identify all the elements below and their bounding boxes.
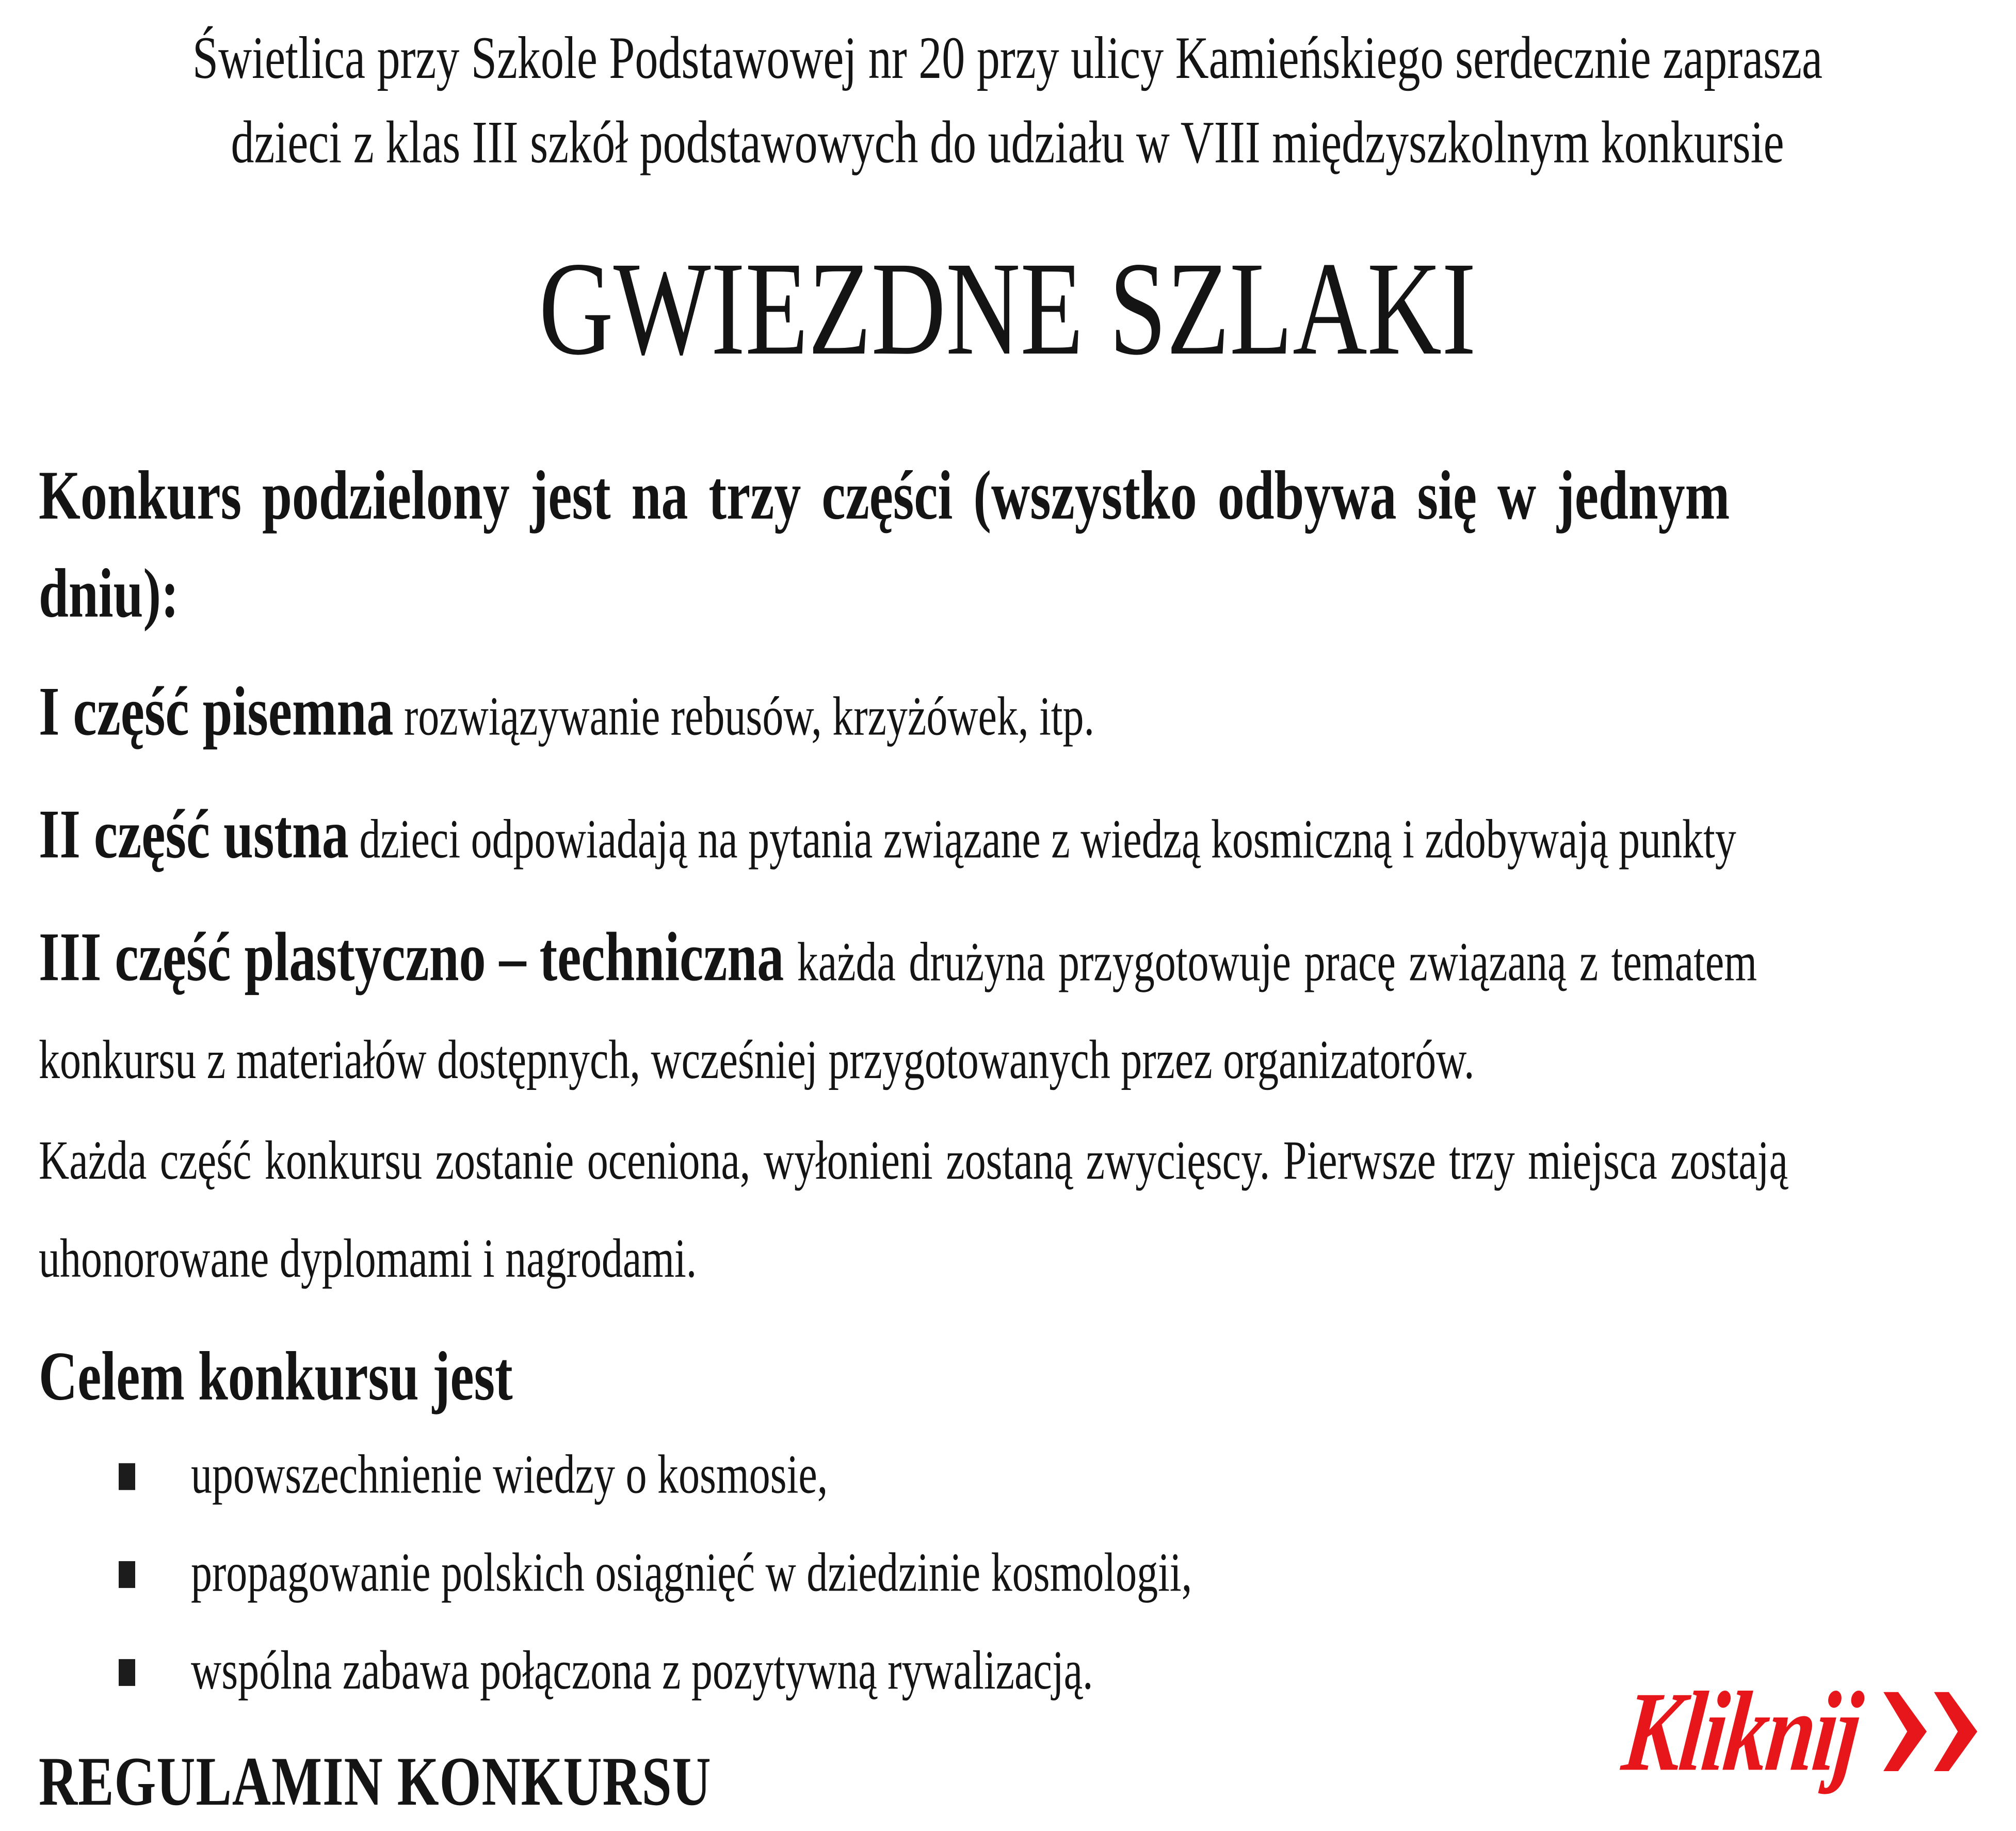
goal-item-text: upowszechnienie wiedzy o kosmosie, — [191, 1443, 828, 1505]
intro-line-1 — [39, 16, 1976, 101]
chevron-right-icon — [1934, 1692, 1977, 1771]
division-line-2: dniu): — [39, 555, 179, 632]
part-3-paragraph — [39, 908, 1976, 1109]
goal-item-text: wspólna zabawa połączona z pozytywną rywalizacją. — [191, 1640, 1093, 1701]
goal-item-text: propagowanie polskich osiągnięć w dziedzinie kosmologii, — [191, 1541, 1192, 1603]
square-bullet-icon — [119, 1463, 135, 1490]
part-2-paragraph — [39, 785, 1976, 888]
summary-paragraph — [39, 1112, 1976, 1308]
summary-line-2: uhonorowane dyplomami i nagrodami. — [39, 1228, 697, 1289]
part-2-text: dzieci odpowiadają na pytania związane z wiedzą kosmiczną i zdobywają punkty — [348, 808, 1736, 870]
part-1-heading: I część pisemna — [39, 672, 394, 750]
regulations-link[interactable]: REGULAMIN KONKURSU — [39, 1743, 712, 1820]
goal-item — [39, 1426, 1976, 1524]
part-3-text-line-1: każda drużyna przygotowuje pracę związaną z tematem — [784, 931, 1757, 992]
part-3-text-line-2: konkursu z materiałów dostępnych, wcześniej przygotowanych przez organizatorów. — [39, 1029, 1475, 1090]
goal-item — [39, 1523, 1976, 1621]
part-2-heading: II część ustna — [39, 795, 349, 873]
part-1-paragraph — [39, 663, 1976, 765]
intro-line-2-text: dzieci z klas III szkół podstawowych do udziału w VIII międzyszkolnym konkursie — [231, 109, 1784, 176]
page-title: GWIEZDNE SZLAKI — [539, 234, 1476, 383]
goals-heading: Celem konkursu jest — [39, 1338, 513, 1415]
division-paragraph — [39, 447, 1976, 643]
division-line-1: Konkurs podzielony jest na trzy części (wszystko odbywa się w jednym — [39, 457, 1730, 534]
square-bullet-icon — [119, 1561, 135, 1588]
square-bullet-icon — [119, 1659, 135, 1686]
part-1-text: rozwiązywanie rebusów, krzyżówek, itp. — [393, 685, 1095, 747]
part-3-heading: III część plastyczno – techniczna — [39, 918, 784, 996]
chevron-right-icon — [1883, 1692, 1927, 1771]
summary-line-1: Każda część konkursu zostanie oceniona, wyłonieni zostaną zwycięscy. Pierwsze trzy miejsca zostają — [39, 1130, 1788, 1191]
intro-line-2 — [39, 101, 1976, 185]
intro-line-1-text: Świetlica przy Szkole Podstawowej nr 20 przy ulicy Kamieńskiego serdecznie zaprasza — [192, 25, 1823, 91]
kliknij-label[interactable]: Kliknij — [1617, 1668, 1866, 1795]
kliknij-link[interactable] — [1617, 1664, 1977, 1798]
